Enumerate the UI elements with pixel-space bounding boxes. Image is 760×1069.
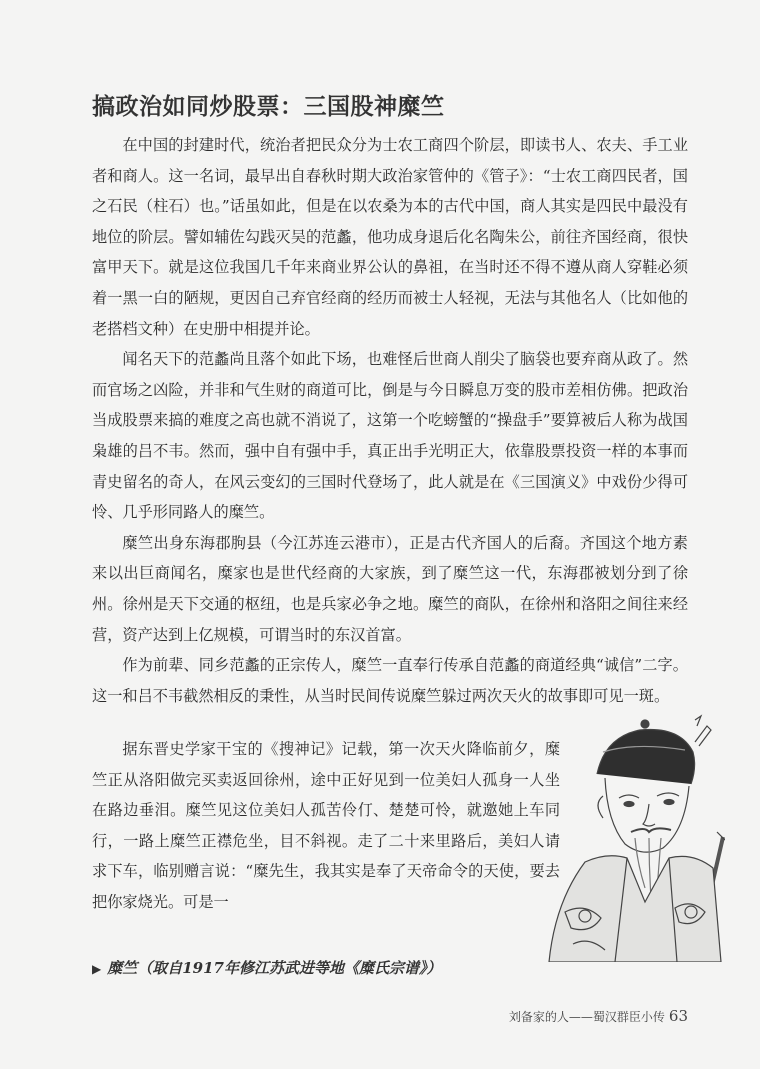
wrapped-paragraph-block: [92, 734, 560, 918]
paragraph: 作为前辈、同乡范蠡的正宗传人，糜竺一直奉行传承自范蠡的商道经典“诚信”二字。这一和吕不韦截然相反的秉性，从当时民间传说糜竺躲过两次天火的故事即可见一斑。: [92, 656, 688, 705]
page-title: 搞政治如同炒股票：三国股神糜竺: [92, 94, 445, 120]
page-footer: [509, 1007, 688, 1025]
article-body: [92, 130, 688, 711]
figure-caption: [92, 957, 442, 978]
caption-arrow-icon: ▶: [92, 962, 102, 976]
mi-zhu-portrait: [545, 712, 725, 962]
paragraph: 在中国的封建时代，统治者把民众分为士农工商四个阶层，即读书人、农夫、手工业者和商人。这一名词，最早出自春秋时期大政治家管仲的《管子》：“士农工商四民者，国之石民（柱石）也。”话虽如此，但是在以农桑为本的古代中国，商人其实是四民中最没有地位的阶层。譬如辅佐勾践灭吴的范蠡，他功成身退后化名陶朱公，前往齐国经商，很快富甲天下。就是这位我国几千年来商业界公认的鼻祖，在当时还不得不遵从商人穿鞋必须着一黑一白的陋规，更因自己弃官经商的经历而被士人轻视，无法与其他名人（比如他的老搭档文种）在史册中相提并论。: [92, 136, 688, 338]
paragraph: 闻名天下的范蠡尚且落个如此下场，也难怪后世商人削尖了脑袋也要弃商从政了。然而官场之凶险，并非和气生财的商道可比，倒是与今日瞬息万变的股市差相仿佛。把政治当成股票来搞的难度之高也就不消说了，这第一个吃螃蟹的“操盘手”要算被后人称为战国枭雄的吕不韦。然而，强中自有强中手，真正出手光明正大，依靠股票投资一样的本事而青史留名的奇人，在风云变幻的三国时代登场了，此人就是在《三国演义》中戏份少得可怜、几乎形同路人的糜竺。: [92, 350, 688, 522]
paragraph: 糜竺出身东海郡朐县（今江苏连云港市），正是古代齐国人的后裔。齐国这个地方素来以出巨商闻名，糜家也是世代经商的大家族，到了糜竺这一代，东海郡被划分到了徐州。徐州是天下交通的枢纽，也是兵家必争之地。糜竺的商队，在徐州和洛阳之间往来经营，资产达到上亿规模，可谓当时的东汉首富。: [92, 533, 688, 644]
page-number: 63: [668, 1007, 688, 1025]
running-title: 刘备家的人——蜀汉群臣小传: [508, 1010, 665, 1024]
paragraph: 据东晋史学家干宝的《搜神记》记载，第一次天火降临前夕，糜竺正从洛阳做完买卖返回徐州，途中正好见到一位美妇人孤身一人坐在路边垂泪。糜竺见这位美妇人孤苦伶仃、楚楚可怜，就邀她上车同行，一路上糜竺正襟危坐，目不斜视。走了二十来里路后，美妇人请求下车，临别赠言说：“糜先生，我其实是奉了天帝命令的天使，要去把你家烧光。可是一: [92, 740, 560, 911]
caption-text: 糜竺（取自1917年修江苏武进等地《糜氏宗谱》）: [107, 959, 442, 977]
